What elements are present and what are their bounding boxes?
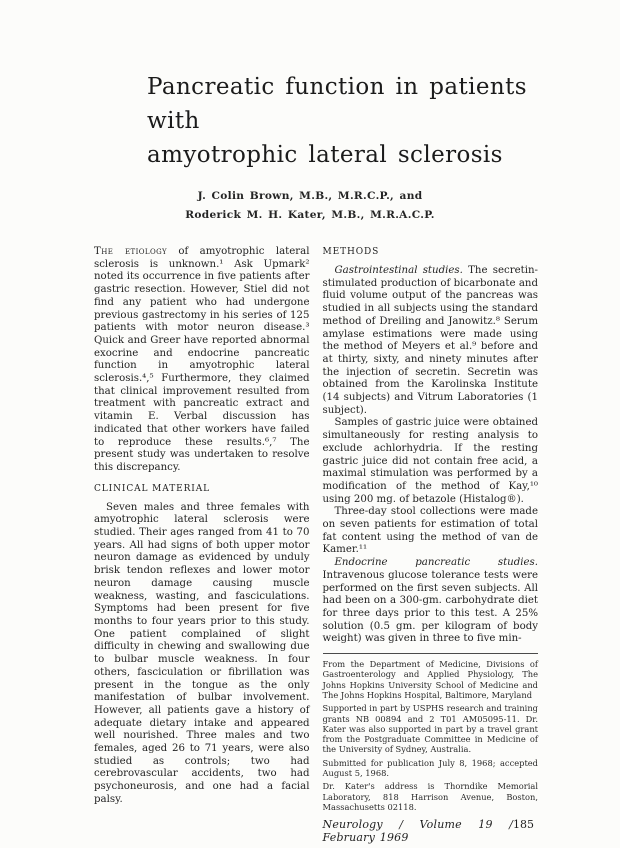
gastrointestinal-studies-lead: Gastrointestinal studies. xyxy=(334,265,463,276)
clinical-material-heading: CLINICAL MATERIAL xyxy=(94,483,210,494)
author-byline-line-1: J. Colin Brown, M.B., M.R.C.P., and xyxy=(197,190,423,202)
gastrointestinal-studies-text: The secretin-stimulated production of bicarbonate and fluid volume output of the pancreas was studied in all subjects using the standard method of Dreiling and Janowitz.⁸ Serum amylase estimations were made using the method of Meyers et al.⁹ before and at thirty, sixty, and ninety minutes after the injection of secretin. Secretin was obtained from the Karolinska Institute (14 subjects) and Vitrum Laboratories (1 subject). xyxy=(322,265,538,416)
intro-paragraph-text: of amyotrophic lateral sclerosis is unknown.¹ Ask Upmark² noted its occurrence in five patients after gastric resection. However, Stiel did not find any patient who had undergone previous gastrectomy in his series of 125 patients with motor neuron disease.³ Quick and Greer have reported abnormal exocrine and endocrine pancreatic function in amyotrophic lateral sclerosis.⁴,⁵ Furthermore, they claimed that clinical improvement resulted from treatment with pancreatic extract and vitamin E. Verbal discussion has indicated that other workers have failed to reproduce these results.⁶,⁷ The present study was undertaken to resolve this discrepancy. xyxy=(94,246,310,473)
page-title-line-2: amyotrophic lateral sclerosis xyxy=(147,142,503,168)
author-byline xyxy=(0,187,620,225)
endocrine-studies-lead: Endocrine pancreatic studies. xyxy=(334,557,538,569)
methods-heading: METHODS xyxy=(322,247,380,257)
text-column-right xyxy=(323,246,539,845)
two-column-body xyxy=(0,246,620,845)
footnote-funding: Supported in part by USPHS research and training grants NB 00894 and 2 T01 AM05095-11. Dr. Kater was also supported in part by a travel grant from the Postgraduate Committee in Medicine of the University of Sydney, Australia. xyxy=(322,703,538,755)
endocrine-studies-paragraph xyxy=(323,557,539,646)
footnote-block xyxy=(323,653,539,812)
footnote-submission-dates: Submitted for publication July 8, 1968; accepted August 5, 1968. xyxy=(322,757,538,779)
stool-collections-paragraph: Three-day stool collections were made on seven patients for estimation of total fat content using the method of van de Kamer.¹¹ xyxy=(322,506,538,556)
intro-paragraph xyxy=(94,246,310,475)
text-column-left xyxy=(94,246,310,845)
journal-citation: Neurology / Volume 19 / February 1969 xyxy=(322,818,513,844)
page-title xyxy=(0,0,620,172)
page-title-line-1: Pancreatic function in patients with xyxy=(147,74,527,134)
clinical-material-paragraph: Seven males and three females with amyotrophic lateral sclerosis were studied. Their ages ranged from 41 to 70 years. All had signs of both upper motor neuron damage as evidenced by unduly brisk tendon reflexes and lower motor neuron damage causing muscle weakness, wasting, and fasciculations. Symptoms had been present for five months to four years prior to this study. One patient complained of slight difficulty in chewing and swallowing due to bulbar muscle weakness. In four others, fasciculation or fibrillation was present in the tongue as the only manifestation of bulbar involvement. However, all patients gave a history of adequate dietary intake and appeared well nourished. Three males and two females, aged 26 to 71 years, were also studied as controls; two had cerebrovascular accidents, two had psychoneurosis, and one had a facial palsy. xyxy=(94,501,310,805)
intro-smallcaps-lead: The etiology xyxy=(94,246,167,257)
footnote-address: Dr. Kater's address is Thorndike Memorial Laboratory, 818 Harrison Avenue, Boston, Massachusetts 02118. xyxy=(322,781,538,812)
gastrointestinal-studies-paragraph xyxy=(323,265,539,417)
page-footer xyxy=(323,819,539,844)
gastric-juice-paragraph: Samples of gastric juice were obtained simultaneously for resting analysis to exclude achlorhydria. If the resting gastric juice did not contain free acid, a maximal stimulation was performed by a modification of the method of Kay,¹⁰ using 200 mg. of betazole (Histalog®). xyxy=(322,417,538,505)
author-byline-line-2: Roderick M. H. Kater, M.B., M.R.A.C.P. xyxy=(185,209,435,221)
page-number: 185 xyxy=(513,818,534,832)
footnote-affiliation: From the Department of Medicine, Divisions of Gastroenterology and Applied Physiology, The Johns Hopkins University School of Medicine and The Johns Hopkins Hospital, Baltimore, Maryland xyxy=(322,659,538,700)
endocrine-studies-text: Intravenous glucose tolerance tests were performed on the first seven subjects. All had been on a 300-gm. carbohydrate diet for three days prior to this test. A 25% solution (0.5 gm. per kilogram of body weight) was given in three to five min- xyxy=(322,569,538,645)
